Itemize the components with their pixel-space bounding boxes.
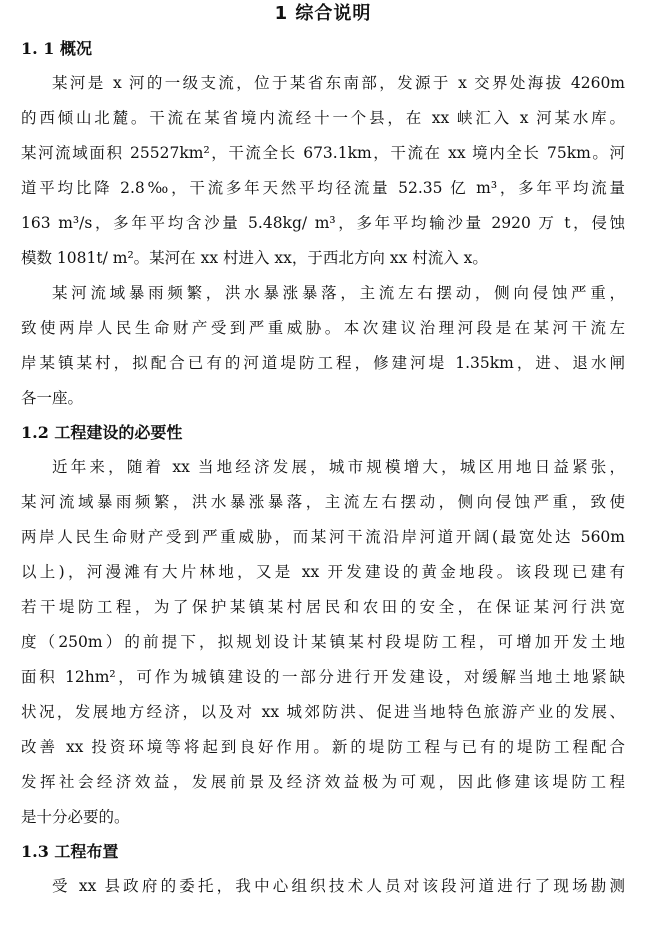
- section-heading-overview: 1. 1 概况: [21, 39, 92, 58]
- text-line: 近年来，随着 xx 当地经济发展，城市规模增大，城区用地日益紧张，: [52, 458, 625, 476]
- text-line: 某河流域面积 25527km²，干流全长 673.1km，干流在 xx 境内全长 75km。河: [21, 144, 625, 162]
- text-line: 度（250m）的前提下，拟规划设计某镇某村段堤防工程，可增加开发土地: [21, 633, 625, 651]
- text-line: 若干堤防工程，为了保护某镇某村居民和农田的安全，在保证某河行洪宽: [21, 598, 625, 616]
- document-title: 1 综合说明: [274, 3, 372, 24]
- text-line: 致使两岸人民生命财产受到严重威胁。本次建议治理河段是在某河干流左: [21, 319, 625, 337]
- text-line: 两岸人民生命财产受到严重威胁，而某河干流沿岸河道开阔(最宽处达 560m: [21, 528, 625, 546]
- paragraph: [21, 66, 625, 276]
- text-line: 某河流域暴雨频繁，洪水暴涨暴落，主流左右摆动，侧向侵蚀严重，: [52, 284, 625, 302]
- text-line: 某河流域暴雨频繁，洪水暴涨暴落，主流左右摆动，侧向侵蚀严重，致使: [21, 493, 625, 511]
- text-line: 各一座。: [21, 389, 84, 407]
- section-heading-necessity: 1.2 工程建设的必要性: [21, 423, 183, 442]
- text-line: 面积 12hm²，可作为城镇建设的一部分进行开发建设，对缓解当地土地紧缺: [21, 668, 625, 686]
- text-line: 状况，发展地方经济，以及对 xx 城郊防洪、促进当地特色旅游产业的发展、: [21, 703, 625, 721]
- text-line: 是十分必要的。: [21, 808, 130, 826]
- text-line: 岸某镇某村，拟配合已有的河道堤防工程，修建河堤 1.35km，进、退水闸: [21, 354, 625, 372]
- text-line: 的西倾山北麓。干流在某省境内流经十一个县，在 xx 峡汇入 x 河某水库。: [21, 109, 625, 127]
- text-line: 改善 xx 投资环境等将起到良好作用。新的堤防工程与已有的堤防工程配合: [21, 738, 625, 756]
- text-line: 受 xx 县政府的委托，我中心组织技术人员对该段河道进行了现场勘测: [52, 877, 625, 895]
- paragraph: [21, 276, 625, 416]
- text-line: 以上)，河漫滩有大片林地，又是 xx 开发建设的黄金地段。该段现已建有: [21, 563, 625, 581]
- paragraph: [21, 869, 625, 904]
- text-line: 道平均比降 2.8‰，干流多年天然平均径流量 52.35 亿 m³，多年平均流量: [21, 179, 625, 197]
- text-line: 某河是 x 河的一级支流，位于某省东南部，发源于 x 交界处海拔 4260m: [52, 74, 625, 92]
- text-line: 模数 1081t/ m²。某河在 xx 村进入 xx，于西北方向 xx 村流入 x。: [21, 249, 488, 267]
- text-line: 发挥社会经济效益，发展前景及经济效益极为可观，因此修建该堤防工程: [21, 773, 625, 791]
- section-heading-layout: 1.3 工程布置: [21, 842, 119, 861]
- text-line: 163 m³/s，多年平均含沙量 5.48kg/ m³，多年平均输沙量 2920 万 t，侵蚀: [21, 214, 625, 232]
- paragraph: [21, 450, 625, 835]
